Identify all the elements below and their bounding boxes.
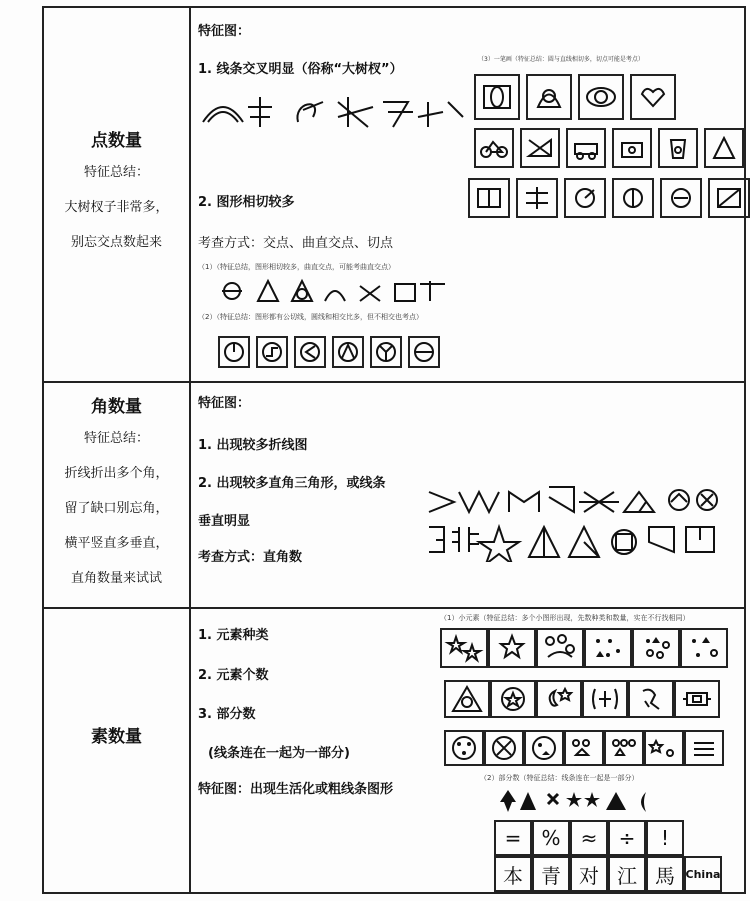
grid-row-2	[474, 128, 744, 168]
section-element-left	[44, 722, 189, 747]
elements-row-3	[444, 730, 724, 766]
cell	[708, 178, 750, 218]
char-cell: 馬	[646, 856, 684, 892]
note-small-elements: （1）小元素（特征总结：多个小图形出现，先数种类和数量，实在不行找相同）	[440, 614, 690, 622]
cell	[674, 680, 720, 718]
feature-3-note: (线条连在一起为一部分)	[208, 746, 350, 761]
feature-2-cont: 垂直明显	[198, 514, 251, 529]
angle-shapes	[424, 482, 724, 562]
cell	[526, 74, 572, 120]
cell	[536, 628, 584, 668]
feature-2: 2. 图形相切较多	[198, 195, 295, 210]
category-title: 素数量	[91, 727, 142, 747]
cell	[612, 178, 654, 218]
symbols-row	[494, 820, 684, 856]
cell	[516, 178, 558, 218]
summary-line: 别忘交点数起来	[70, 235, 162, 250]
tangent-shapes	[220, 276, 450, 306]
cell	[644, 730, 684, 766]
symbol-cell: !	[646, 820, 684, 856]
char-cell: 本	[494, 856, 532, 892]
exam-method: 考查方式：交点、曲直交点、切点	[198, 236, 394, 251]
exam-method: 考查方式：直角数	[198, 550, 303, 565]
feature-4: 特征图：出现生活化或粗线条图形	[198, 782, 394, 797]
life-icons	[496, 786, 672, 816]
cell	[604, 730, 644, 766]
cell	[584, 628, 632, 668]
feature-1: 1. 元素种类	[198, 628, 269, 643]
feature-1: 1. 线条交叉明显（俗称“大树杈”）	[198, 62, 403, 77]
cell	[370, 336, 402, 368]
cell	[488, 628, 536, 668]
note-3: （3）一笔画（特征总结：圆与直线相切多，切点可能是考点）	[478, 56, 644, 63]
grid-row-3	[468, 178, 750, 218]
symbol-cell: ≈	[570, 820, 608, 856]
category-title: 角数量	[91, 397, 142, 417]
car-icon	[566, 128, 606, 168]
cell	[564, 178, 606, 218]
feature-1: 1. 出现较多折线图	[198, 438, 308, 453]
feature-2: 2. 元素个数	[198, 668, 269, 683]
cell	[680, 628, 728, 668]
cell	[218, 336, 250, 368]
char-cell: 对	[570, 856, 608, 892]
bag-icon	[612, 128, 652, 168]
cell	[256, 336, 288, 368]
cell	[294, 336, 326, 368]
row-separator-2	[42, 607, 746, 609]
cell	[468, 178, 510, 218]
feature-3: 3. 部分数	[198, 707, 256, 722]
bike-icon	[474, 128, 514, 168]
cell	[524, 730, 564, 766]
summary-line: 大树杈子非常多，	[64, 200, 169, 215]
flag-icon	[520, 128, 560, 168]
elements-row-2	[444, 680, 720, 718]
summary-line: 留了缺口别忘角，	[64, 501, 169, 516]
cell	[444, 680, 490, 718]
symbol-cell: ÷	[608, 820, 646, 856]
summary-line: 横平竖直多垂直，	[64, 536, 169, 551]
cell	[632, 628, 680, 668]
cell	[578, 74, 624, 120]
row-separator-1	[42, 381, 746, 383]
cell	[408, 336, 440, 368]
cell	[332, 336, 364, 368]
cell	[484, 730, 524, 766]
grid-row-1	[474, 74, 676, 120]
category-title: 点数量	[91, 131, 142, 151]
tree-icon	[704, 128, 744, 168]
cup-icon	[658, 128, 698, 168]
cell	[564, 730, 604, 766]
summary-line: 折线折出多个角，	[64, 466, 169, 481]
section-point-left	[44, 126, 189, 250]
features-title: 特征图：	[198, 24, 251, 39]
symbol-cell: =	[494, 820, 532, 856]
cell	[474, 74, 520, 120]
grid-row-circles	[218, 336, 440, 368]
char-cell: 江	[608, 856, 646, 892]
char-cell: 青	[532, 856, 570, 892]
cell	[684, 730, 724, 766]
symbol-cell: %	[532, 820, 570, 856]
cell	[490, 680, 536, 718]
summary-title: 特征总结：	[83, 165, 149, 180]
char-cell: China	[684, 856, 722, 892]
chars-row	[494, 856, 722, 892]
elements-row-1	[440, 628, 728, 668]
feature-2: 2. 出现较多直角三角形，或线条	[198, 476, 386, 491]
divider	[189, 6, 191, 894]
branch-shapes	[198, 92, 478, 132]
features-title: 特征图：	[198, 396, 251, 411]
cell	[628, 680, 674, 718]
note-1: （1）（特征总结，图形相切较多，曲直交点，可能考曲直交点）	[198, 263, 395, 271]
cell	[440, 628, 488, 668]
section-angle-left	[44, 392, 189, 586]
cell	[660, 178, 702, 218]
cell	[444, 730, 484, 766]
note-2: （2）（特征总结：图形都有公切线，圆线和相交比多，但不相交也考点）	[198, 313, 423, 321]
summary-title: 特征总结：	[83, 431, 149, 446]
cell	[536, 680, 582, 718]
note-parts: （2）部分数（特征总结：线条连在一起是一部分）	[480, 774, 639, 782]
summary-line: 直角数量来试试	[70, 571, 162, 586]
cell	[582, 680, 628, 718]
cell	[630, 74, 676, 120]
